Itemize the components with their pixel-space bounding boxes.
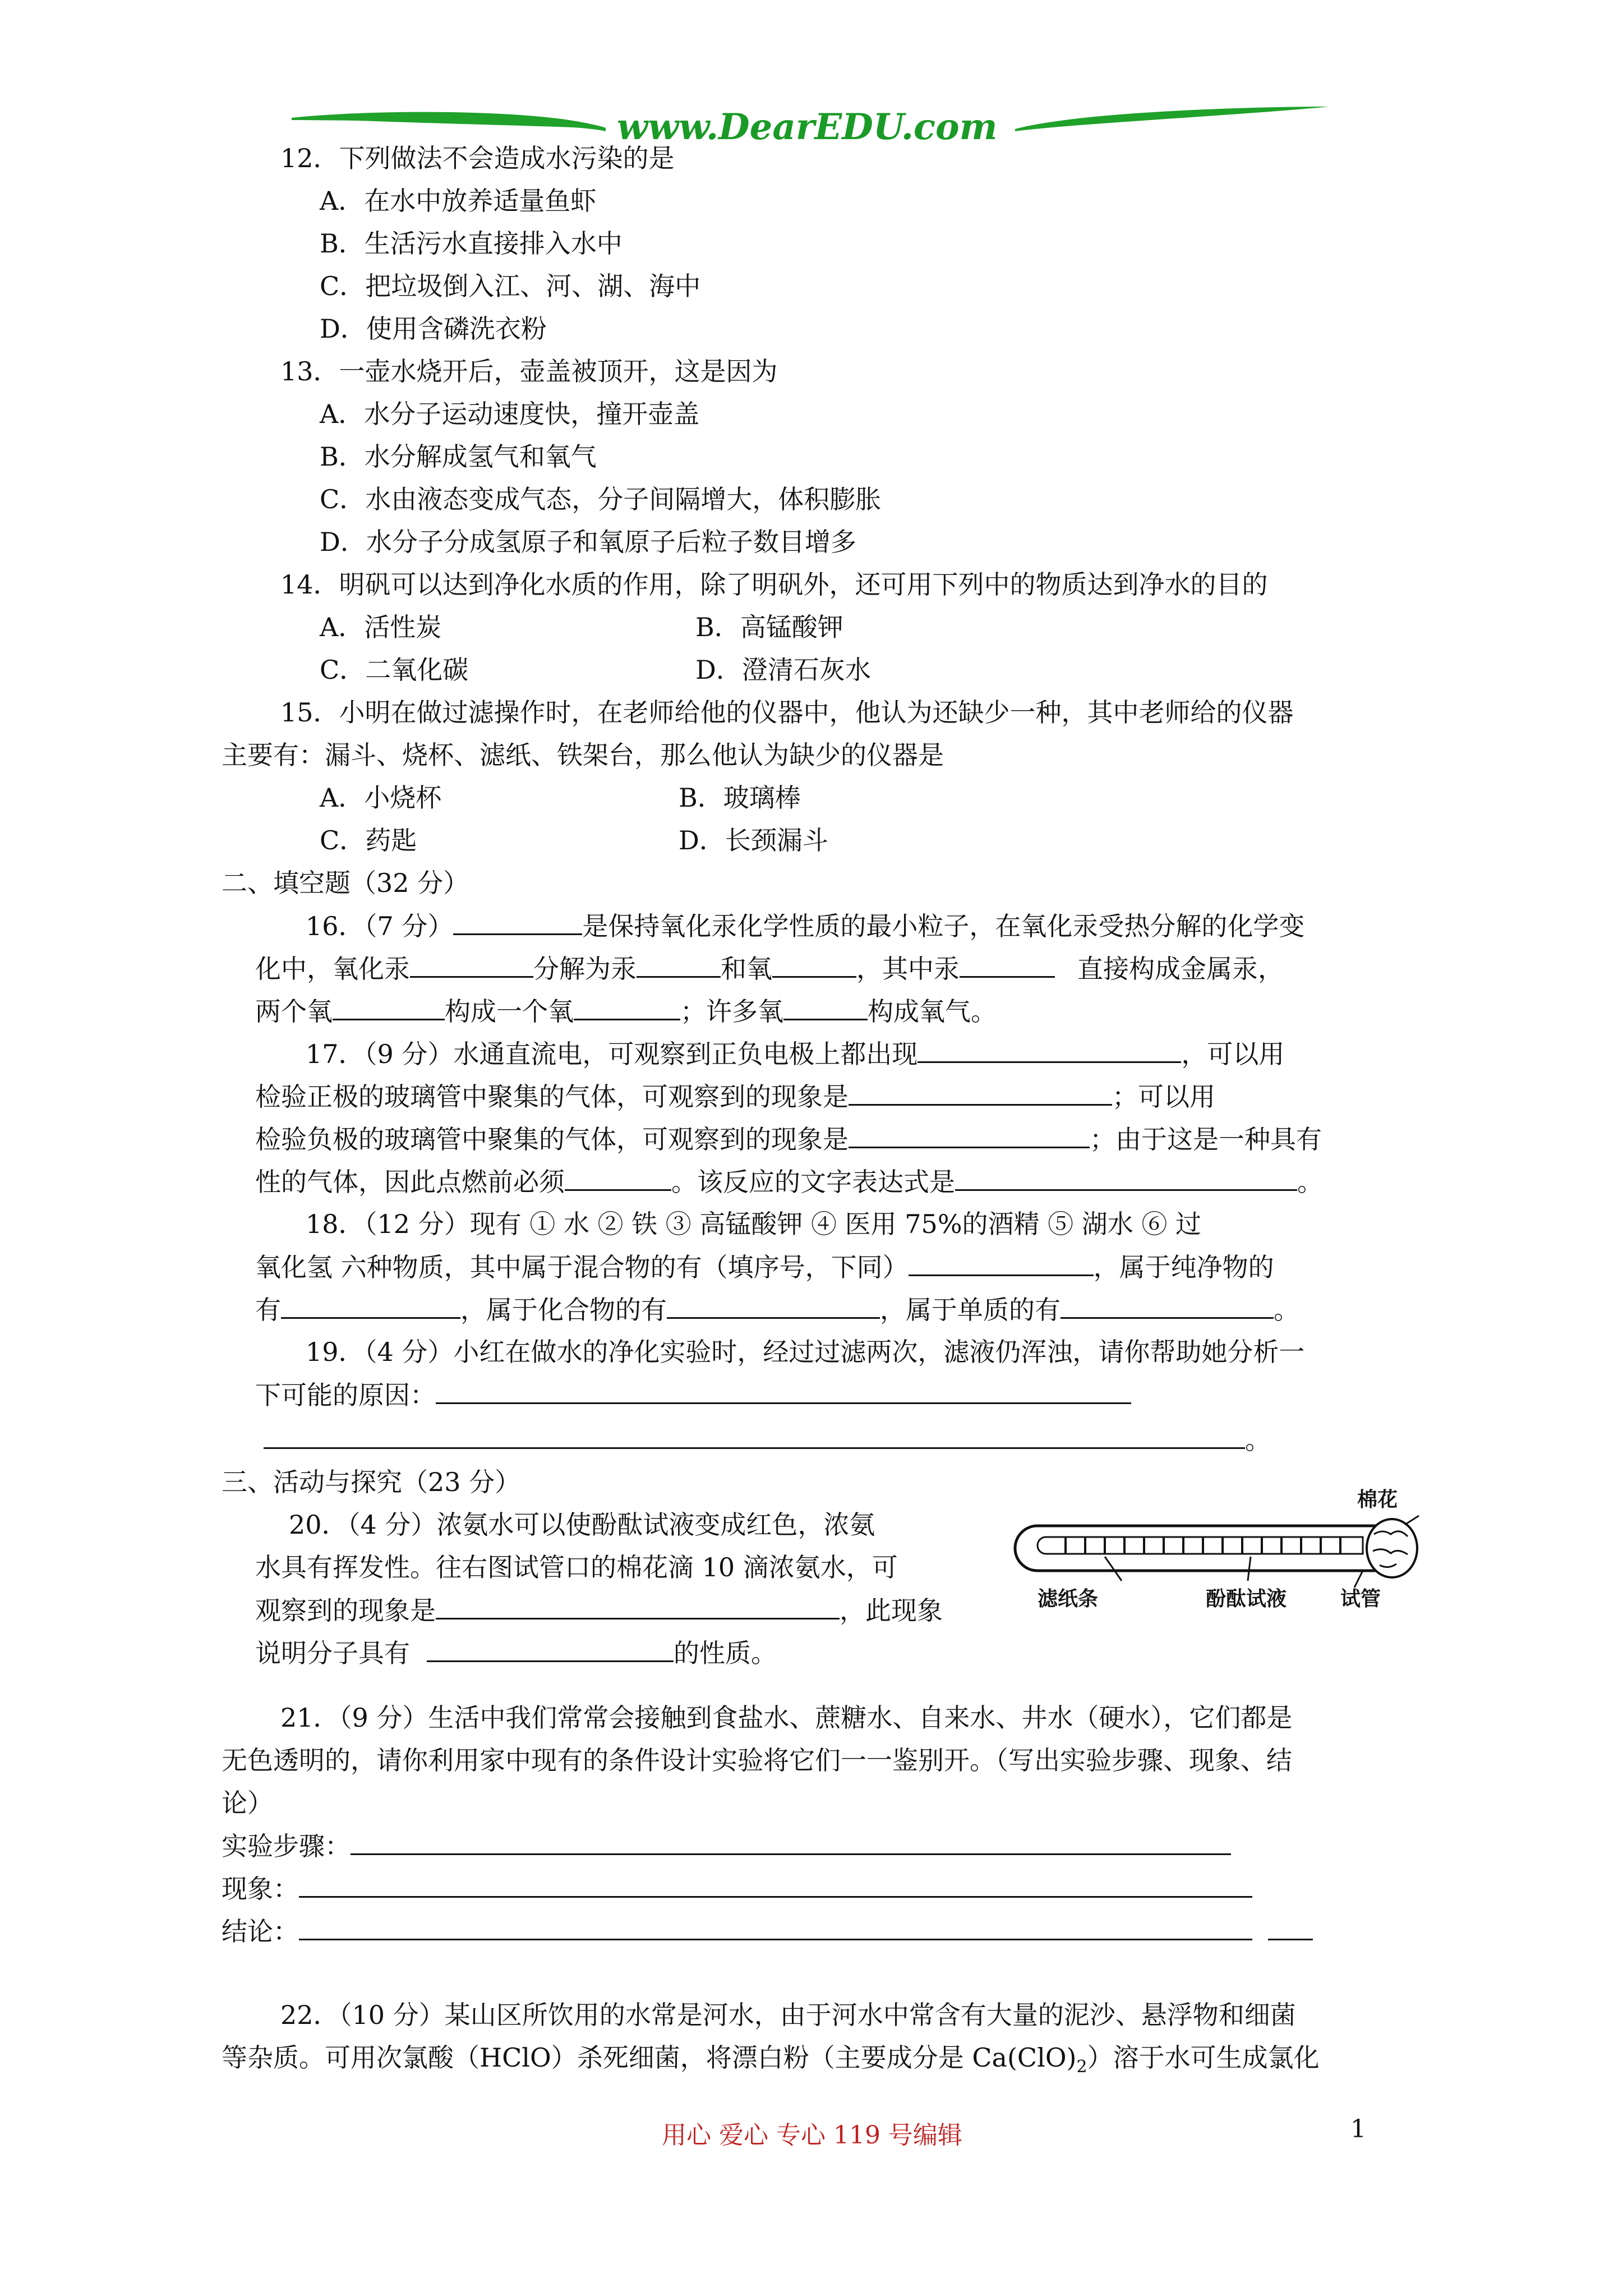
q21-steps: 实验步骤： [222, 1829, 1231, 1863]
q15-stem-line1: 15．小明在做过滤操作时，在老师给他的仪器中，他认为还缺少一种，其中老师给的仪器 [280, 697, 1294, 728]
q18-line2: 氧化氢 六种物质，其中属于混合物的有（填序号，下同） ，属于纯净物的 [255, 1250, 1274, 1284]
q16-line2: 化中，氧化汞 分解为汞 和氧 ，其中汞 直接构成金属汞， [255, 951, 1284, 986]
q19-line3: 。 [264, 1423, 1271, 1457]
q17-blank-5[interactable] [955, 1165, 1297, 1191]
q13-option-a: A．水分子运动速度快，撞开壶盖 [320, 399, 700, 429]
q17-blank-3[interactable] [849, 1122, 1090, 1148]
q16-blank-4[interactable] [772, 951, 856, 978]
q14-option-a: A．活性炭 [320, 612, 442, 642]
q15-option-d: D．长颈漏斗 [679, 825, 828, 855]
q16-line1: 16．（7 分） 是保持氧化汞化学性质的最小粒子，在氧化汞受热分解的化学变 [306, 909, 1304, 943]
q21-line3: 论） [222, 1788, 273, 1818]
q18-line3: 有 ，属于化合物的有 ，属于单质的有 。 [255, 1292, 1299, 1327]
q16-line3: 两个氧 构成一个氧 ；许多氧 构成氧气。 [255, 994, 997, 1028]
test-tube-diagram [993, 1481, 1424, 1627]
q17-blank-4[interactable] [565, 1165, 671, 1191]
q20-line3: 观察到的现象是 ，此现象 [255, 1593, 943, 1627]
q22-line1: 22．（10 分）某山区所饮用的水常是河水，由于河水中常含有大量的泥沙、悬浮物和细菌 [280, 2000, 1296, 2030]
q18-line1: 18．（12 分）现有 ① 水 ② 铁 ③ 高锰酸钾 ④ 医用 75%的酒精 ⑤ 湖水 ⑥ 过 [306, 1209, 1202, 1239]
section-3-heading: 三、活动与探究（23 分） [222, 1467, 521, 1497]
q14-stem: 14．明矾可以达到净化水质的作用，除了明矾外，还可用下列中的物质达到净水的目的 [280, 569, 1268, 600]
q15-stem-line2: 主要有：漏斗、烧杯、滤纸、铁架台，那么他认为缺少的仪器是 [222, 740, 944, 770]
page-number: 1 [1350, 2115, 1366, 2143]
q20-line2: 水具有挥发性。往右图试管口的棉花滴 10 滴浓氨水，可 [255, 1552, 898, 1582]
q16-blank-7[interactable] [574, 994, 680, 1020]
q15-option-b: B．玻璃棒 [679, 783, 801, 813]
q16-blank-2[interactable] [410, 951, 533, 978]
site-title: www.DearEDU.com [617, 106, 998, 148]
q18-blank-4[interactable] [1061, 1292, 1274, 1319]
q12-option-c: C．把垃圾倒入江、河、湖、海中 [320, 271, 701, 301]
q13-stem: 13．一壶水烧开后，壶盖被顶开，这是因为 [280, 356, 778, 386]
footer-editor-note: 用心 爱心 专心 119 号编辑 [662, 2121, 962, 2150]
q21-conclusion-blank-2[interactable] [1268, 1914, 1313, 1940]
q21-line1: 21．（9 分）生活中我们常常会接触到食盐水、蔗糖水、自来水、井水（硬水），它们都是 [280, 1703, 1293, 1733]
q15-option-a: A．小烧杯 [320, 783, 442, 813]
q19-blank-2[interactable] [264, 1423, 1245, 1449]
q12-option-b: B．生活污水直接排入水中 [320, 228, 623, 259]
q21-conclusion-blank[interactable] [299, 1914, 1252, 1940]
q14-option-b: B．高锰酸钾 [695, 612, 843, 642]
q19-blank-1[interactable] [436, 1378, 1131, 1404]
q16-blank-1[interactable] [453, 909, 582, 935]
q16-blank-3[interactable] [637, 951, 721, 978]
q21-phenomenon: 现象： [222, 1871, 1252, 1906]
q17-blank-1[interactable] [917, 1037, 1181, 1063]
q16-blank-5[interactable] [960, 951, 1055, 978]
label-test-tube: 试管 [1340, 1588, 1381, 1611]
label-cotton: 棉花 [1357, 1488, 1398, 1511]
q12-option-d: D．使用含磷洗衣粉 [320, 314, 547, 344]
q19-line2: 下可能的原因： [255, 1378, 1131, 1412]
q21-steps-blank[interactable] [351, 1829, 1231, 1855]
q22-line2: 等杂质。可用次氯酸（HClO）杀死细菌，将漂白粉（主要成分是 $Ca(ClO)_2$）溶于水可生成氯化 [222, 2042, 1320, 2077]
q20-blank-1[interactable] [436, 1593, 840, 1619]
q14-option-d: D．澄清石灰水 [695, 655, 871, 685]
q17-line4: 性的气体，因此点燃前必须 。该反应的文字表达式是 。 [255, 1165, 1323, 1199]
label-filter-strip: 滤纸条 [1038, 1588, 1099, 1611]
q18-blank-1[interactable] [909, 1250, 1094, 1276]
q16-blank-8[interactable] [783, 994, 868, 1020]
q17-line2: 检验正极的玻璃管中聚集的气体，可观察到的现象是 ；可以用 [255, 1079, 1215, 1114]
q18-blank-3[interactable] [667, 1292, 880, 1319]
q17-line1: 17．（9 分）水通直流电，可观察到正负电极上都出现 ，可以用 [306, 1037, 1284, 1071]
q21-phenomenon-blank[interactable] [299, 1871, 1252, 1898]
q20-blank-2[interactable] [427, 1636, 674, 1662]
q19-line1: 19．（4 分）小红在做水的净化实验时，经过过滤两次，滤液仍浑浊，请你帮助她分析一 [306, 1337, 1305, 1367]
q13-option-b: B．水分解成氢气和氧气 [320, 441, 597, 472]
q20-line1: 20．（4 分）浓氨水可以使酚酞试液变成红色，浓氨 [289, 1510, 875, 1540]
q21-line2: 无色透明的，请你利用家中现有的条件设计实验将它们一一鉴别开。（写出实验步骤、现象、结 [222, 1745, 1292, 1775]
test-tube-figure [993, 1481, 1424, 1627]
q20-line4: 说明分子具有 的性质。 [255, 1636, 777, 1670]
section-2-heading: 二、填空题（32 分） [222, 868, 469, 898]
q16-blank-6[interactable] [333, 994, 445, 1020]
q12-stem: 12．下列做法不会造成水污染的是 [280, 143, 675, 173]
q13-option-d: D．水分子分成氢原子和氧原子后粒子数目增多 [320, 527, 856, 557]
q17-line3: 检验负极的玻璃管中聚集的气体，可观察到的现象是 ；由于这是一种具有 [255, 1122, 1322, 1156]
cotton-plug-icon [1367, 1519, 1417, 1577]
q15-option-c: C．药匙 [320, 825, 417, 855]
q17-blank-2[interactable] [849, 1079, 1112, 1106]
q18-blank-2[interactable] [281, 1292, 460, 1319]
q12-option-a: A．在水中放养适量鱼虾 [320, 186, 597, 216]
q14-option-c: C．二氧化碳 [320, 655, 469, 685]
q13-option-c: C．水由液态变成气态，分子间隔增大，体积膨胀 [320, 484, 882, 514]
label-phenolphthalein: 酚酞试液 [1206, 1588, 1287, 1611]
q21-conclusion: 结论： [222, 1914, 1313, 1948]
